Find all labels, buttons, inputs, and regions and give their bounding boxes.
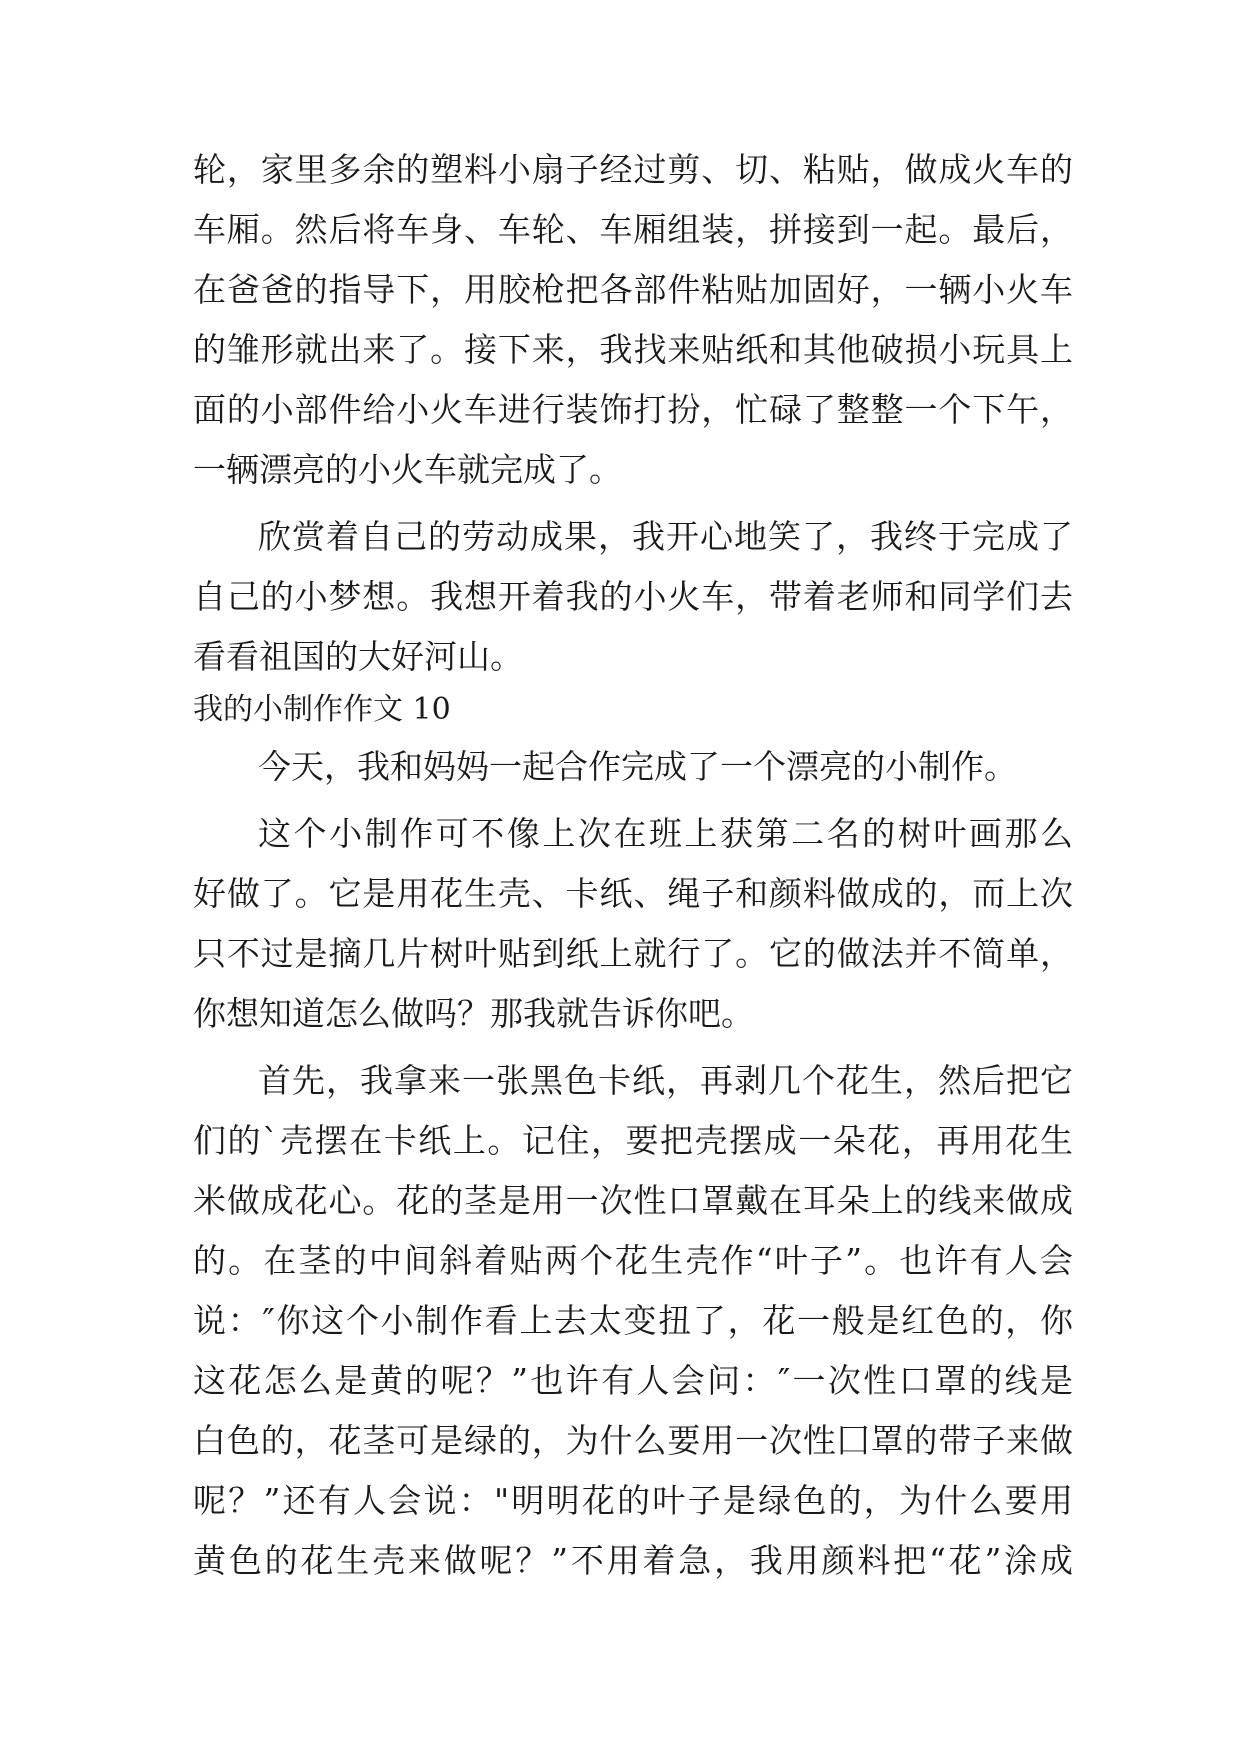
text-line: 车厢。然后将车身、车轮、车厢组装，拼接到一起。最后，: [193, 210, 1073, 249]
text-line: 今天，我和妈妈一起合作完成了一个漂亮的小制作。: [258, 747, 1017, 786]
text-line: 好做了。它是用花生壳、卡纸、绳子和颜料做成的，而上次: [193, 874, 1073, 913]
text-line: 白色的，花茎可是绿的，为什么要用一次性囗罩的带子来做: [193, 1421, 1073, 1460]
text-line: 看看祖国的大好河山。: [193, 637, 523, 676]
text-line: 轮，家里多余的塑料小扇子经过剪、切、粘贴，做成火车的: [193, 150, 1073, 189]
text-line: 米做成花心。花的茎是用一次性口罩戴在耳朵上的线来做成: [193, 1181, 1073, 1220]
text-line: 的雏形就出来了。接下来，我找来贴纸和其他破损小玩具上: [193, 330, 1073, 369]
text-line: 这个小制作可不像上次在班上获第二名的树叶画那么: [258, 814, 1073, 853]
text-line: 们的`壳摆在卡纸上。记住，要把壳摆成一朵花，再用花生: [193, 1121, 1073, 1160]
text-line: 的。在茎的中间斜着贴两个花生壳作“叶子”。也许有人会: [193, 1241, 1073, 1280]
text-line: 只不过是摘几片树叶贴到纸上就行了。它的做法并不简单，: [193, 934, 1073, 973]
text-line: 这花怎么是黄的呢？”也许有人会问：″一次性口罩的线是: [193, 1361, 1073, 1400]
text-line: 说：″你这个小制作看上去太变扭了，花一般是红色的，你: [193, 1301, 1073, 1340]
text-line: 欣赏着自己的劳动成果，我开心地笑了，我终于完成了: [258, 517, 1073, 556]
text-line: 一辆漂亮的小火车就完成了。: [193, 450, 622, 489]
text-line: 在爸爸的指导下，用胶枪把各部件粘贴加固好，一辆小火车: [193, 270, 1073, 309]
text-line: 黄色的花生壳来做呢？”不用着急，我用颜料把“花”涂成: [193, 1541, 1073, 1580]
text-line: 你想知道怎么做吗？那我就告诉你吧。: [193, 994, 754, 1033]
text-line: 自己的小梦想。我想开着我的小火车，带着老师和同学们去: [193, 577, 1073, 616]
text-line: 面的小部件给小火车进行装饰打扮，忙碌了整整一个下午，: [193, 390, 1073, 429]
text-line: 呢？”还有人会说："明明花的叶子是绿色的，为什么要用: [193, 1481, 1073, 1520]
text-line: 首先，我拿来一张黑色卡纸，再剥几个花生，然后把它: [258, 1061, 1073, 1100]
section-heading: 我的小制作作文 10: [193, 692, 451, 727]
